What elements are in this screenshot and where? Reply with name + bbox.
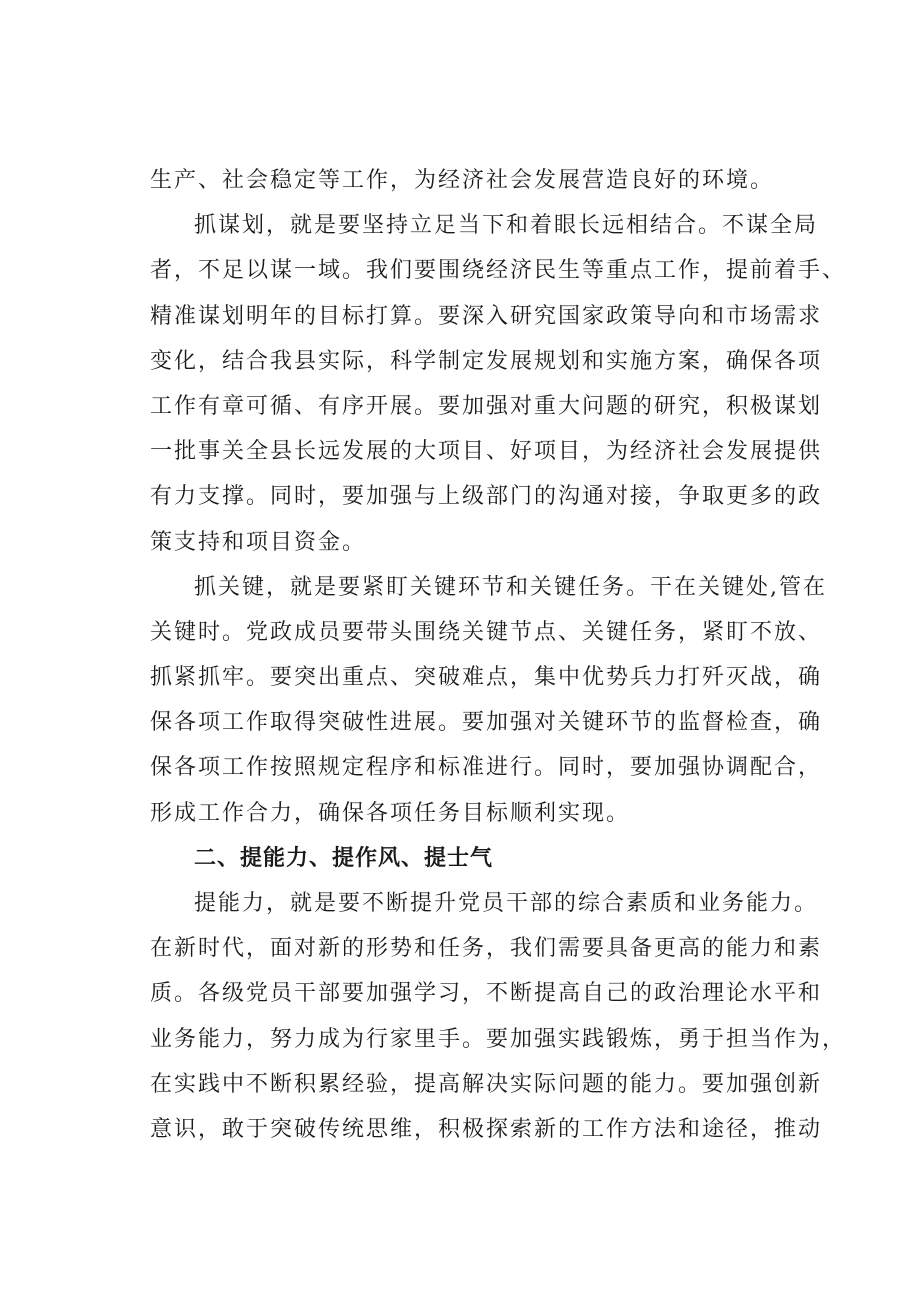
text-line: 业务能力，努力成为行家里手。要加强实践锻炼，勇于担当作为， <box>150 1026 847 1052</box>
paragraph-planning-start: 抓谋划，就是要坚持立足当下和着眼长远相结合。不谋全局 <box>194 213 819 239</box>
paragraph-ability-start: 提能力，就是要不断提升党员干部的综合素质和业务能力。 <box>194 891 819 916</box>
text-line: 保各项工作取得突破性进展。要加强对关键环节的监督检查，确 <box>150 710 823 736</box>
paragraph-key-start: 抓关键，就是要紧盯关键环节和关键任务。干在关键处,管在 <box>194 574 827 600</box>
text-line: 形成工作合力，确保各项任务目标顺利实现。 <box>150 800 631 826</box>
text-line: 者，不足以谋一域。我们要围绕经济民生等重点工作，提前着手、 <box>150 258 847 284</box>
text-line: 保各项工作按照规定程序和标准进行。同时，要加强协调配合， <box>150 755 823 781</box>
section-heading: 二、提能力、提作风、提士气 <box>194 845 494 871</box>
text-line: 变化，结合我县实际，科学制定发展规划和实施方案，确保各项 <box>150 348 823 374</box>
text-line: 在新时代，面对新的形势和任务，我们需要具备更高的能力和素 <box>150 936 823 962</box>
text-line: 精准谋划明年的目标打算。要深入研究国家政策导向和市场需求 <box>150 303 823 329</box>
text-line: 关键时。党政成员要带头围绕关键节点、关键任务，紧盯不放、 <box>150 619 823 645</box>
document-body <box>150 158 847 1152</box>
text-line: 质。各级党员干部要加强学习，不断提高自己的政治理论水平和 <box>150 981 823 1007</box>
text-line: 在实践中不断积累经验，提高解决实际问题的能力。要加强创新 <box>150 1071 823 1097</box>
text-line-continuation: 生产、社会稳定等工作，为经济社会发展营造良好的环境。 <box>150 168 775 193</box>
text-line: 抓紧抓牢。要突出重点、突破难点，集中优势兵力打歼灭战，确 <box>150 665 823 691</box>
text-line: 一批事关全县长远发展的大项目、好项目，为经济社会发展提供 <box>150 439 823 465</box>
text-line: 有力支撑。同时，要加强与上级部门的沟通对接，争取更多的政 <box>150 484 823 510</box>
text-line: 意识，敢于突破传统思维，积极探索新的工作方法和途径，推动 <box>150 1116 823 1142</box>
text-line: 工作有章可循、有序开展。要加强对重大问题的研究，积极谋划 <box>150 393 823 419</box>
text-line: 策支持和项目资金。 <box>150 529 367 555</box>
